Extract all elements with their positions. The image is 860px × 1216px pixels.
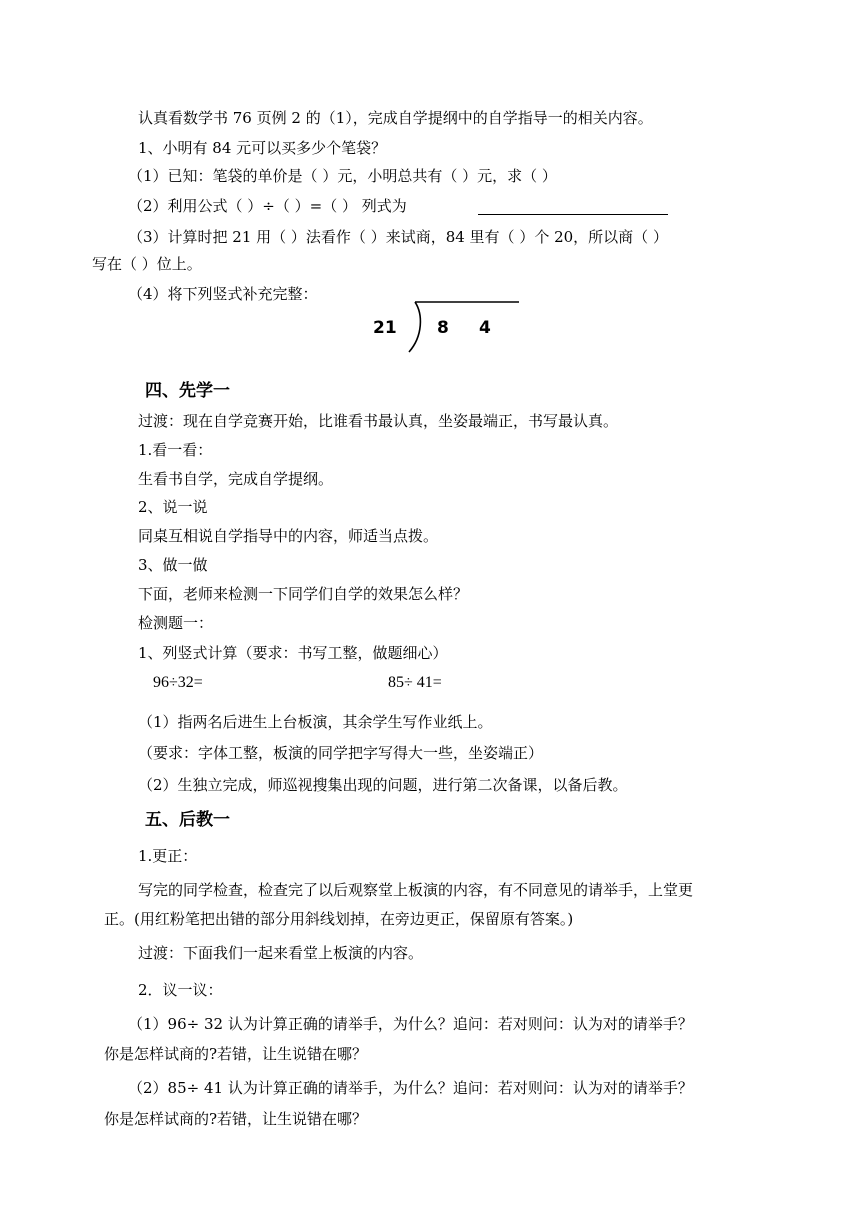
expression-1: 96÷32=	[153, 674, 203, 691]
do-text: 下面，老师来检测一下同学们自学的效果怎么样？	[138, 585, 469, 603]
correct-text-1: 写完的同学检查，检查完了以后观察堂上板演的内容，有不同意见的请举手，上堂更	[138, 881, 694, 899]
correct-text-2: 正。(用红粉笔把出错的部分用斜线划掉，在旁边更正，保留原有答案。)	[104, 910, 574, 928]
note-3: （2）生独立完成，师巡视搜集出现的问题，进行第二次备课，以备后教。	[138, 776, 628, 794]
intro-subq-3: （3）计算时把 21 用（ ）法看作（ ）来试商，84 里有（ ）个 20，所以商（ ）	[128, 228, 668, 246]
section-5-transition: 过渡：下面我们一起来看堂上板演的内容。	[138, 944, 424, 962]
note-1: （1）指两名后进生上台板演，其余学生写作业纸上。	[138, 713, 493, 731]
intro-subq-1: （1）已知：笔袋的单价是（ ）元，小明总共有（ ）元，求（ ）	[128, 167, 557, 185]
test-item: 1、列竖式计算（要求：书写工整，做题细心）	[138, 644, 448, 662]
question-2-line-2: 你是怎样试商的?若错，让生说错在哪？	[104, 1110, 368, 1128]
section-5-heading: 五、后教一	[145, 810, 230, 830]
intro-line-1: 认真看数学书 76 页例 2 的（1），完成自学提纲中的自学指导一的相关内容。	[138, 109, 653, 127]
long-division-figure	[365, 296, 525, 356]
correct-title: 1.更正：	[138, 847, 198, 865]
dividend-digit-tens: 8	[437, 318, 449, 338]
divisor: 21	[373, 318, 397, 338]
test-title: 检测题一：	[138, 614, 214, 632]
intro-subq-2: （2）利用公式（ ）÷（ ）=（ ） 列式为	[128, 197, 407, 215]
intro-subq-4: （4）将下列竖式补充完整：	[128, 285, 318, 303]
look-text: 生看书自学，完成自学提纲。	[138, 470, 334, 488]
question-1-line-1: （1）96÷ 32 认为计算正确的请举手，为什么？追问：若对则问：认为对的请举手？	[128, 1015, 693, 1033]
say-title: 2、说一说	[138, 498, 208, 516]
discuss-title: 2．议一议：	[138, 981, 223, 999]
look-title: 1.看一看：	[138, 441, 213, 459]
section-4-transition: 过渡：现在自学竞赛开始，比谁看书最认真，坐姿最端正，书写最认真。	[138, 412, 619, 430]
intro-subq-3-cont: 写在（ ）位上。	[92, 255, 202, 273]
answer-blank-line	[478, 214, 668, 215]
question-2-line-1: （2）85÷ 41 认为计算正确的请举手，为什么？追问：若对则问：认为对的请举手？	[128, 1079, 693, 1097]
dividend-digit-ones: 4	[479, 318, 491, 338]
say-text: 同桌互相说自学指导中的内容，师适当点拨。	[138, 527, 439, 545]
section-4-heading: 四、先学一	[145, 381, 230, 401]
intro-question-1: 1、小明有 84 元可以买多少个笔袋？	[138, 139, 387, 157]
expression-2: 85÷ 41=	[388, 674, 442, 691]
question-1-line-2: 你是怎样试商的?若错，让生说错在哪？	[104, 1045, 368, 1063]
note-2: （要求：字体工整，板演的同学把字写得大一些，坐姿端正）	[138, 744, 544, 762]
do-title: 3、做一做	[138, 556, 208, 574]
